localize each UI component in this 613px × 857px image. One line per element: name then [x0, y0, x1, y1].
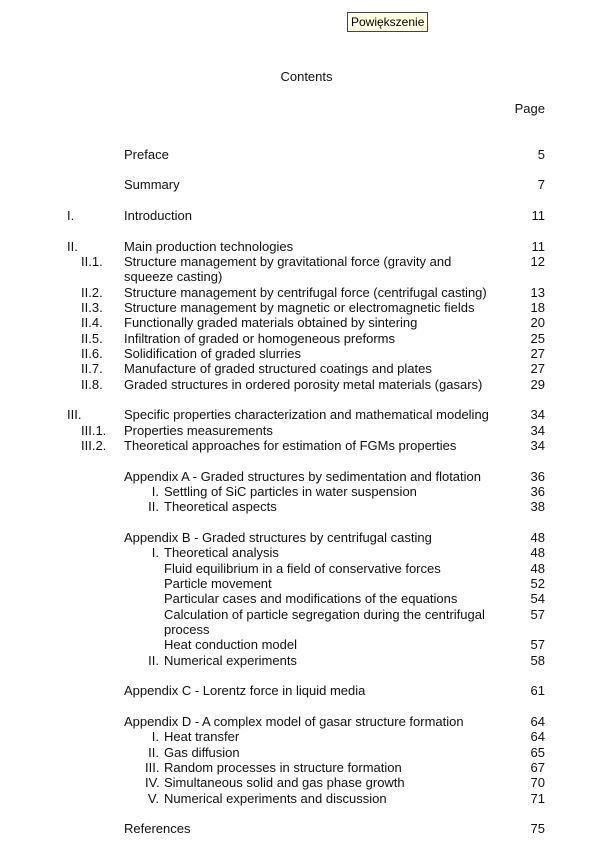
- toc-page-number: 48: [530, 561, 545, 576]
- toc-title: Theoretical aspects: [164, 499, 277, 514]
- toc-entry: [0, 791, 613, 807]
- toc-page-number: 18: [530, 300, 545, 315]
- toc-entry: [0, 653, 613, 669]
- toc-title: Appendix A - Graded structures by sedimentation and flotation: [124, 469, 481, 484]
- toc-title: Appendix B - Graded structures by centrifugal casting: [124, 530, 432, 545]
- toc-entry: [0, 561, 613, 577]
- toc-number: II.: [148, 499, 159, 514]
- toc-entry: [0, 239, 613, 255]
- toc-number: I.: [151, 545, 159, 560]
- toc-number: II.2.: [81, 285, 103, 300]
- toc-number: III.: [67, 407, 82, 422]
- toc-page-number: 29: [530, 377, 545, 392]
- toc-page-number: 70: [530, 775, 545, 790]
- toc-entry: [0, 607, 613, 623]
- toc-page-number: 48: [530, 545, 545, 560]
- toc-page-number: 57: [530, 637, 545, 652]
- toc-entry: [0, 438, 613, 454]
- toc-title: Manufacture of graded structured coatings and plates: [124, 361, 432, 376]
- toc-title: References: [124, 821, 191, 836]
- toc-title: Main production technologies: [124, 239, 294, 254]
- toc-number: I.: [67, 208, 75, 223]
- toc-title: Structure management by magnetic or electromagnetic fields: [124, 300, 475, 315]
- toc-title: Graded structures in ordered porosity metal materials (gasars): [124, 377, 483, 392]
- toc-number: II.5.: [81, 331, 103, 346]
- toc-title: process: [164, 622, 210, 637]
- toc-page-number: 75: [530, 821, 545, 836]
- toc-number: III.1.: [81, 423, 107, 438]
- toc-title: Numerical experiments: [164, 653, 297, 668]
- toc-number: III.2.: [81, 438, 107, 453]
- toc-number: II.4.: [81, 315, 103, 330]
- toc-page-number: 52: [530, 576, 545, 591]
- toc-page-number: 34: [530, 407, 545, 422]
- toc-title: Introduction: [124, 208, 192, 223]
- toc-page-number: 34: [530, 423, 545, 438]
- toc-entry: [0, 637, 613, 653]
- toc-page-number: 11: [531, 208, 545, 223]
- toc-entry: [0, 576, 613, 592]
- toc-number: II.: [148, 745, 159, 760]
- toc-title: Numerical experiments and discussion: [164, 791, 387, 806]
- toc-entry: [0, 484, 613, 500]
- toc-page-number: 58: [530, 653, 545, 668]
- toc-entry: [0, 315, 613, 331]
- toc-entry: [0, 147, 613, 163]
- toc-title: Structure management by centrifugal force (centrifugal casting): [124, 285, 487, 300]
- toc-entry: [0, 346, 613, 362]
- toc-entry: [0, 377, 613, 393]
- toc-title: Infiltration of graded or homogeneous preforms: [124, 331, 395, 346]
- toc-page-number: 13: [530, 285, 545, 300]
- toc-title: Preface: [124, 147, 169, 162]
- toc-title: Properties measurements: [124, 423, 273, 438]
- toc-entry: [0, 745, 613, 761]
- toc-entry: [0, 622, 613, 638]
- toc-title: Solidification of graded slurries: [124, 346, 302, 361]
- toc-number: IV.: [145, 775, 160, 790]
- toc-number: I.: [151, 484, 159, 499]
- toc-title: Heat conduction model: [164, 637, 297, 652]
- toc-entry: [0, 208, 613, 224]
- toc-entry: [0, 760, 613, 776]
- toc-page-number: 11: [531, 239, 545, 254]
- toc-number: I.: [151, 729, 159, 744]
- toc-entry: [0, 254, 613, 270]
- toc-entry: [0, 821, 613, 837]
- toc-page-number: 7: [537, 177, 545, 192]
- toc-entry: [0, 591, 613, 607]
- toc-page-number: 36: [530, 469, 545, 484]
- toc-page-number: 64: [530, 714, 545, 729]
- toc-title: squeeze casting): [124, 269, 223, 284]
- toc-title: Fluid equilibrium in a field of conservative forces: [164, 561, 441, 576]
- toc-page-number: 61: [530, 683, 545, 698]
- toc-entry: [0, 729, 613, 745]
- toc-page-number: 65: [530, 745, 545, 760]
- toc-number: III.: [145, 760, 160, 775]
- toc-entry: [0, 423, 613, 439]
- toc-title: Specific properties characterization and mathematical modeling: [124, 407, 489, 422]
- toc-page-number: 25: [530, 331, 545, 346]
- toc-entry: [0, 530, 613, 546]
- toc-title: Theoretical analysis: [164, 545, 279, 560]
- toc-entry: [0, 499, 613, 515]
- toc-entry: [0, 177, 613, 193]
- toc-title: Functionally graded materials obtained by sintering: [124, 315, 418, 330]
- toc-title: Appendix D - A complex model of gasar structure formation: [124, 714, 464, 729]
- toc-title: Random processes in structure formation: [164, 760, 402, 775]
- toc-number: II.7.: [81, 361, 103, 376]
- toc-page-number: 57: [530, 607, 545, 622]
- toc-number: II.3.: [81, 300, 103, 315]
- toc-entry: [0, 269, 613, 285]
- toc-page-number: 67: [530, 760, 545, 775]
- toc-title: Theoretical approaches for estimation of FGMs properties: [124, 438, 457, 453]
- toc-entry: [0, 714, 613, 730]
- toc-title: Heat transfer: [164, 729, 240, 744]
- toc-number: II.1.: [81, 254, 103, 269]
- toc-entry: [0, 683, 613, 699]
- toc-page-number: 38: [530, 499, 545, 514]
- toc-title: Structure management by gravitational force (gravity and: [124, 254, 452, 269]
- toc-page-number: 20: [530, 315, 545, 330]
- toc-number: II.: [148, 653, 159, 668]
- toc-page-number: 12: [530, 254, 545, 269]
- toc-entry: [0, 300, 613, 316]
- toc-page-number: 71: [530, 791, 545, 806]
- toc-page-number: 5: [537, 147, 545, 162]
- toc-entry: [0, 285, 613, 301]
- toc-entry: [0, 775, 613, 791]
- page-column-header: Page: [514, 101, 545, 116]
- toc-number: II.6.: [81, 346, 103, 361]
- toc-entry: [0, 361, 613, 377]
- toc-title: Particular cases and modifications of the equations: [164, 591, 458, 606]
- toc-page-number: 54: [530, 591, 545, 606]
- toc-entry: [0, 545, 613, 561]
- toc-page-number: 27: [530, 346, 545, 361]
- toc-page-number: 34: [530, 438, 545, 453]
- toc-entry: [0, 469, 613, 485]
- toc-page-number: 36: [530, 484, 545, 499]
- toc-title: Simultaneous solid and gas phase growth: [164, 775, 405, 790]
- toc-entry: [0, 407, 613, 423]
- toc-page-number: 48: [530, 530, 545, 545]
- toc-page-number: 64: [530, 729, 545, 744]
- zoom-button[interactable]: Powiększenie: [347, 12, 428, 32]
- toc-title: Particle movement: [164, 576, 272, 591]
- toc-number: II.8.: [81, 377, 103, 392]
- toc-page-number: 27: [530, 361, 545, 376]
- toc-title: Appendix C - Lorentz force in liquid media: [124, 683, 366, 698]
- toc-title: Summary: [124, 177, 180, 192]
- toc-title: Calculation of particle segregation during the centrifugal: [164, 607, 485, 622]
- toc-title: Settling of SiC particles in water suspension: [164, 484, 417, 499]
- toc-entry: [0, 331, 613, 347]
- toc-title: Gas diffusion: [164, 745, 240, 760]
- page-title: Contents: [280, 69, 333, 84]
- toc-number: V.: [147, 791, 159, 806]
- toc-number: II.: [67, 239, 78, 254]
